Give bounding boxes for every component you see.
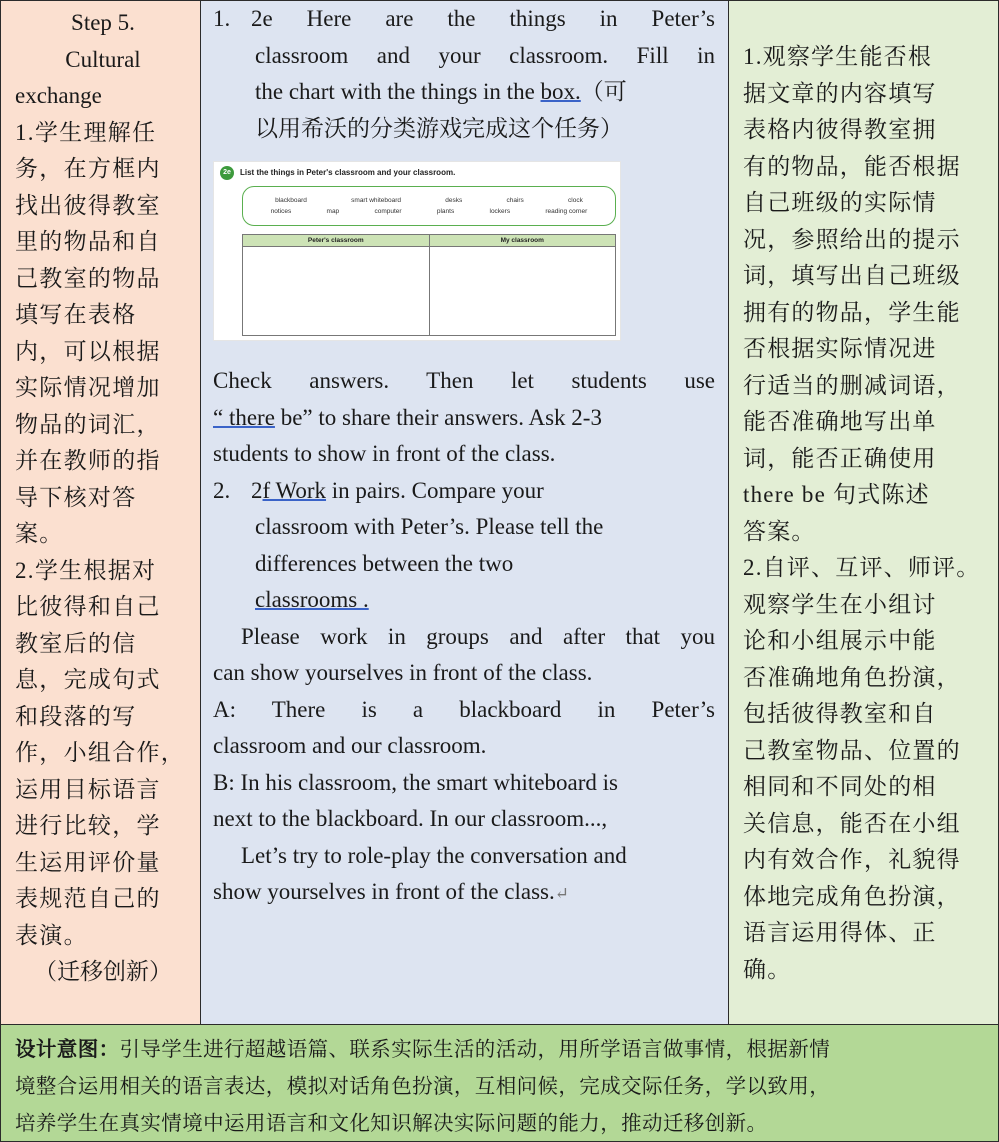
design-intent-label: 设计意图：: [15, 1037, 120, 1061]
classrooms-underlined: classrooms .: [255, 587, 369, 612]
item2-line3: differences between the two: [255, 550, 514, 576]
activity-line: 里的物品和自: [15, 229, 161, 254]
word-box-item: lockers: [489, 208, 511, 215]
evaluation-line: 有的物品，能否根据: [743, 153, 961, 179]
activity-line: 案。: [15, 521, 64, 546]
evaluation-line: 据文章的内容填写: [743, 80, 937, 106]
activity-line: 填写在表格: [15, 302, 137, 327]
student-activity-cell: [0, 0, 202, 1026]
item2-line1: 2. 2f Work in pairs. Compare your: [213, 477, 544, 503]
word-box-item: map: [326, 208, 340, 215]
step-heading: Cultural: [65, 46, 141, 72]
evaluation-line: 否准确地角色扮演，: [743, 664, 961, 690]
activity-line: 物品的词汇，: [15, 411, 161, 437]
return-mark: ↵: [554, 884, 569, 903]
activity-line: 找出彼得教室: [15, 192, 161, 218]
design-intent-line3: 培养学生在真实情境中运用语言和文化知识解决实际问题的能力，推动迁移创新。: [15, 1111, 768, 1135]
activity-line: 息，完成句式: [15, 667, 161, 692]
teacher-activity-text: [201, 1, 729, 913]
evaluation-line: there be 句式陈述: [743, 482, 930, 507]
step-label: Step 5.: [71, 10, 135, 35]
activity-line: 内，可以根据: [15, 338, 161, 364]
dialogue-a-line2: classroom and our classroom.: [213, 733, 487, 758]
evaluation-line: 确。: [743, 956, 792, 982]
activity-line: 比彼得和自己: [15, 594, 161, 619]
exercise-chart: [242, 234, 616, 336]
word-box-item: blackboard: [275, 197, 307, 204]
evaluation-line: 内有效合作，礼貌得: [743, 847, 961, 872]
evaluation-line: 体地完成角色扮演，: [743, 883, 961, 909]
evaluation-line: 包括彼得教室和自: [743, 701, 937, 726]
activity-line: 2.学生根据对: [15, 557, 157, 583]
activity-line: 己教室的物品: [15, 265, 161, 291]
activity-line: 1.学生理解任: [15, 119, 157, 145]
activity-line: 并在教师的指: [15, 448, 161, 473]
word-box-row-2: [253, 207, 605, 216]
evaluation-line: 观察学生在小组讨: [743, 591, 937, 617]
activity-tag: （迁移创新）: [34, 959, 172, 984]
dialogue-b-line1: B: In his classroom, the smart whiteboard is: [213, 769, 618, 795]
evaluation-line: 关信息，能否在小组: [743, 810, 961, 836]
groups-line1: Please work in groups and after that you: [241, 623, 715, 649]
word-box-item: notices: [270, 208, 292, 215]
activity-line: 进行比较，学: [15, 813, 161, 838]
item1-line1: 1. 2e Here are the things in Peter’s: [213, 6, 715, 31]
activity-line: 表规范自己的: [15, 886, 161, 911]
word-box: [242, 186, 616, 226]
dialogue-a-line1: A: There is a blackboard in Peter’s: [213, 696, 715, 722]
there-underlined: “ there: [213, 404, 275, 430]
groups-line2: can show yourselves in front of the class.: [213, 660, 593, 685]
dialogue-b-line2: next to the blackboard. In our classroom...,: [213, 806, 608, 831]
evaluation-line: 2.自评、互评、师评。: [743, 555, 981, 580]
design-intent-line1: 设计意图：引导学生进行超越语篇、联系实际生活的活动，用所学语言做事情，根据新情: [15, 1037, 831, 1061]
exercise-title: List the things in Peter's classroom and your classroom.: [240, 168, 456, 177]
evaluation-line: 自己班级的实际情: [743, 190, 937, 215]
item1-line3: the chart with the things in the box.（可: [255, 79, 627, 104]
word-box-row-1: [253, 196, 605, 205]
word-box-item: reading corner: [545, 208, 588, 215]
activity-line: 和段落的写: [15, 703, 137, 729]
chart-header-peter: Peter's classroom: [243, 235, 429, 247]
evaluation-line: 否根据实际情况进: [743, 336, 937, 361]
activity-lines: [15, 115, 191, 955]
evaluation-line: 1.观察学生能否根: [743, 44, 933, 69]
check-line3: students to show in front of the class.: [213, 441, 556, 466]
design-intent-text: [1, 1025, 998, 1142]
evaluation-line: 词，能否正确使用: [743, 445, 937, 471]
evaluation-line: 答案。: [743, 518, 816, 544]
activity-line: 实际情况增加: [15, 375, 161, 400]
evaluation-line: 行适当的删减词语，: [743, 372, 961, 398]
item2-line2: classroom with Peter’s. Please tell the: [255, 514, 604, 539]
step-heading-2: exchange: [15, 83, 102, 108]
word-box-item: smart whiteboard: [351, 197, 402, 204]
activity-line: 表演。: [15, 922, 88, 948]
word-box-item: computer: [374, 208, 402, 215]
word-box-item: plants: [436, 208, 455, 215]
word-box-item: chairs: [506, 197, 524, 204]
activity-line: 教室后的信: [15, 630, 137, 656]
evaluation-line: 拥有的物品，学生能: [743, 299, 961, 325]
evaluation-line: 表格内彼得教室拥: [743, 117, 937, 142]
activity-line: 导下核对答: [15, 484, 137, 510]
student-activity-text: [1, 1, 201, 991]
activity-line: 务，在方框内: [15, 156, 161, 181]
role-play-line2: show yourselves in front of the class.↵: [213, 879, 569, 904]
check-line1: Check answers. Then let students use: [213, 368, 715, 393]
evaluation-line: 况，参照给出的提示: [743, 226, 961, 252]
teacher-activity-cell: [200, 0, 730, 1026]
textbook-exercise-image: [213, 161, 621, 341]
item1-line2: classroom and your classroom. Fill in: [255, 42, 715, 68]
activity-line: 生运用评价量: [15, 849, 161, 875]
evaluation-line: 能否准确地写出单: [743, 409, 937, 434]
item2-line4: [213, 582, 715, 619]
word-box-item: clock: [568, 197, 583, 204]
design-intent-line2: 境整合运用相关的语言表达，模拟对话角色扮演，互相问候，完成交际任务，学以致用，: [15, 1074, 831, 1098]
evaluation-text: [729, 1, 998, 988]
work-underlined: f Work: [262, 477, 327, 503]
design-intent-cell: [0, 1024, 999, 1142]
activity-line: 运用目标语言: [15, 776, 161, 802]
evaluation-cell: [728, 0, 999, 1026]
exercise-badge: 2e: [220, 166, 234, 180]
box-underlined: box.: [540, 79, 581, 104]
evaluation-line: 论和小组展示中能: [743, 628, 937, 653]
evaluation-line: 词，填写出自己班级: [743, 263, 961, 288]
evaluation-line: 相同和不同处的相: [743, 774, 937, 799]
evaluation-line: 己教室物品、位置的: [743, 737, 961, 763]
check-line2: “ there be” to share their answers. Ask 2-3: [213, 404, 602, 430]
word-box-item: desks: [445, 197, 463, 204]
activity-line: 作，小组合作，: [15, 740, 186, 765]
item1-line4: 以用希沃的分类游戏完成这个任务）: [255, 115, 623, 141]
role-play-line1: Let’s try to role-play the conversation and: [241, 842, 627, 868]
chart-header-mine: My classroom: [430, 235, 616, 247]
evaluation-line: 语言运用得体、正: [743, 920, 937, 945]
